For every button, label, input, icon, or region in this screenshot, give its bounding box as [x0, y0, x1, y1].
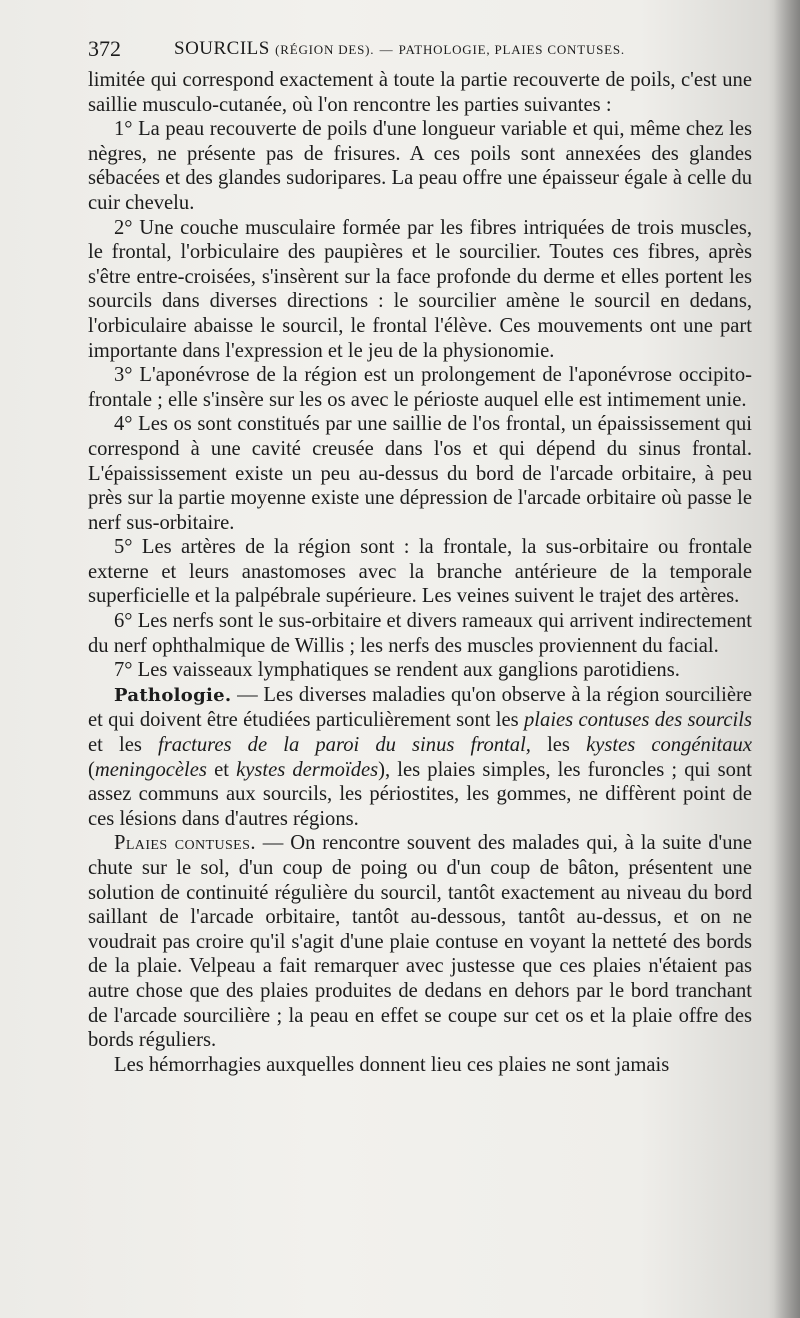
pathologie-text-1: — Les diverses maladies qu'on observe à la région sourcilière et qui doivent être étudiées particulièrement sont les — [88, 683, 752, 732]
pathologie-text-6: ), les plaies simples, les furoncles ; qui sont assez communs aux sourcils, les périostites, les gommes, ne diffèrent point de ces lésions dans d'autres régions. — [88, 758, 752, 830]
paragraph-7: 7° Les vaisseaux lymphatiques se rendent aux ganglions parotidiens. — [114, 659, 680, 682]
paragraph-4: 4° Les os sont constitués par une saillie de l'os frontal, un épaississement qui correspond à une cavité creusée dans l'os et qui dépend du sinus frontal. L'épaississement existe un peu au-dessus du bord de l'arcade orbitaire, à peu près sur la partie moyenne existe une dépression de l'arcade orbitaire où passe le nerf sus-orbitaire. — [88, 413, 752, 534]
running-head-dash: — — [379, 42, 394, 57]
plaies-contuses-text: — On rencontre souvent des malades qui, à la suite d'une chute sur le sol, d'un coup de poing ou d'un coup de bâton, présentent une solution de continuité régulière du sourcil, tantôt exactement au niveau du bord saillant de l'arcade orbitaire, tantôt au-dessous, tantôt au-dessus, et on ne voudrait pas croire qu'il s'agit d'une plaie contuse en voyant la netteté des bords de la plaie. Velpeau a fait remarquer avec justesse que ces plaies n'étaient pas autre chose que des plaies produites de dedans en dehors par le bord tranchant de l'arcade sourcilière ; la peau en effet se coupe sur cet os et la plaie offre des bords réguliers. — [88, 832, 752, 1052]
pathologie-text-5: et — [206, 758, 237, 781]
section-title-pathologie: Pathologie. — [114, 684, 232, 706]
body-text — [88, 68, 752, 1077]
pathologie-text-2: et les — [88, 734, 158, 757]
running-head — [174, 38, 625, 60]
running-head-rest: PATHOLOGIE, PLAIES CONTUSES. — [398, 42, 625, 57]
paragraph-5: 5° Les artères de la région sont : la frontale, la sus-orbitaire ou frontale externe et leurs anastomoses avec la branche antérieure de la temporale superficielle et la palpébrale supérieure. Les veines suivent le trajet des artères. — [88, 536, 752, 608]
paragraph-plaies-contuses — [88, 831, 752, 1052]
paragraph-last: Les hémorrhagies auxquelles donnent lieu ces plaies ne sont jamais — [114, 1053, 670, 1076]
paragraph-intro: limitée qui correspond exactement à toute la partie recouverte de poils, c'est une saillie musculo-cutanée, où l'on rencontre les parties suivantes : — [88, 69, 752, 116]
paragraph-6: 6° Les nerfs sont le sus-orbitaire et divers rameaux qui arrivent indirectement du nerf ophthalmique de Willis ; les nerfs des muscles proviennent du facial. — [88, 610, 752, 657]
paragraph-1: 1° La peau recouverte de poils d'une longueur variable et qui, même chez les nègres, ne présente pas de frisures. A ces poils sont annexées des glandes sébacées et des glandes sudoripares. La peau offre une épaisseur égale à celle du cuir chevelu. — [88, 118, 752, 214]
paragraph-pathologie — [88, 683, 752, 832]
paragraph-2: 2° Une couche musculaire formée par les fibres intriquées de trois muscles, le frontal, l'orbiculaire des paupières et le sourcilier. Toutes ces fibres, après s'être entre-croisées, s'insèrent sur la face profonde du derme et elles portent les sourcils dans diverses directions : le sourcilier amène le sourcil en dedans, l'orbiculaire abaisse le sourcil, le frontal l'élève. Ces mouvements ont une part importante dans l'expression et le jeu de la physionomie. — [88, 216, 752, 362]
page-number: 372 — [88, 36, 121, 61]
pathologie-emph-4: meningocèles — [94, 758, 207, 781]
pathologie-emph-2: fractures de la paroi du sinus frontal, — [157, 734, 531, 757]
section-title-plaies-contuses: Plaies contuses. — [114, 832, 256, 855]
page-header — [88, 36, 748, 66]
paragraph-3: 3° L'aponévrose de la région est un prolongement de l'aponévrose occipito-frontale ; elle s'insère sur les os avec le périoste auquel elle est intimement unie. — [88, 364, 752, 411]
pathologie-emph-5: kystes dermoïdes — [236, 758, 379, 781]
pathologie-text-3: les — [530, 734, 587, 757]
running-head-main: SOURCILS — [174, 38, 270, 59]
page-edge-shadow — [774, 0, 800, 1318]
pathologie-emph-3: kystes congénitaux — [586, 734, 752, 757]
running-head-paren: (RÉGION DES). — [275, 42, 375, 57]
pathologie-emph-1: plaies contuses des sourcils — [524, 709, 752, 732]
pathologie-text-4: ( — [88, 758, 95, 781]
